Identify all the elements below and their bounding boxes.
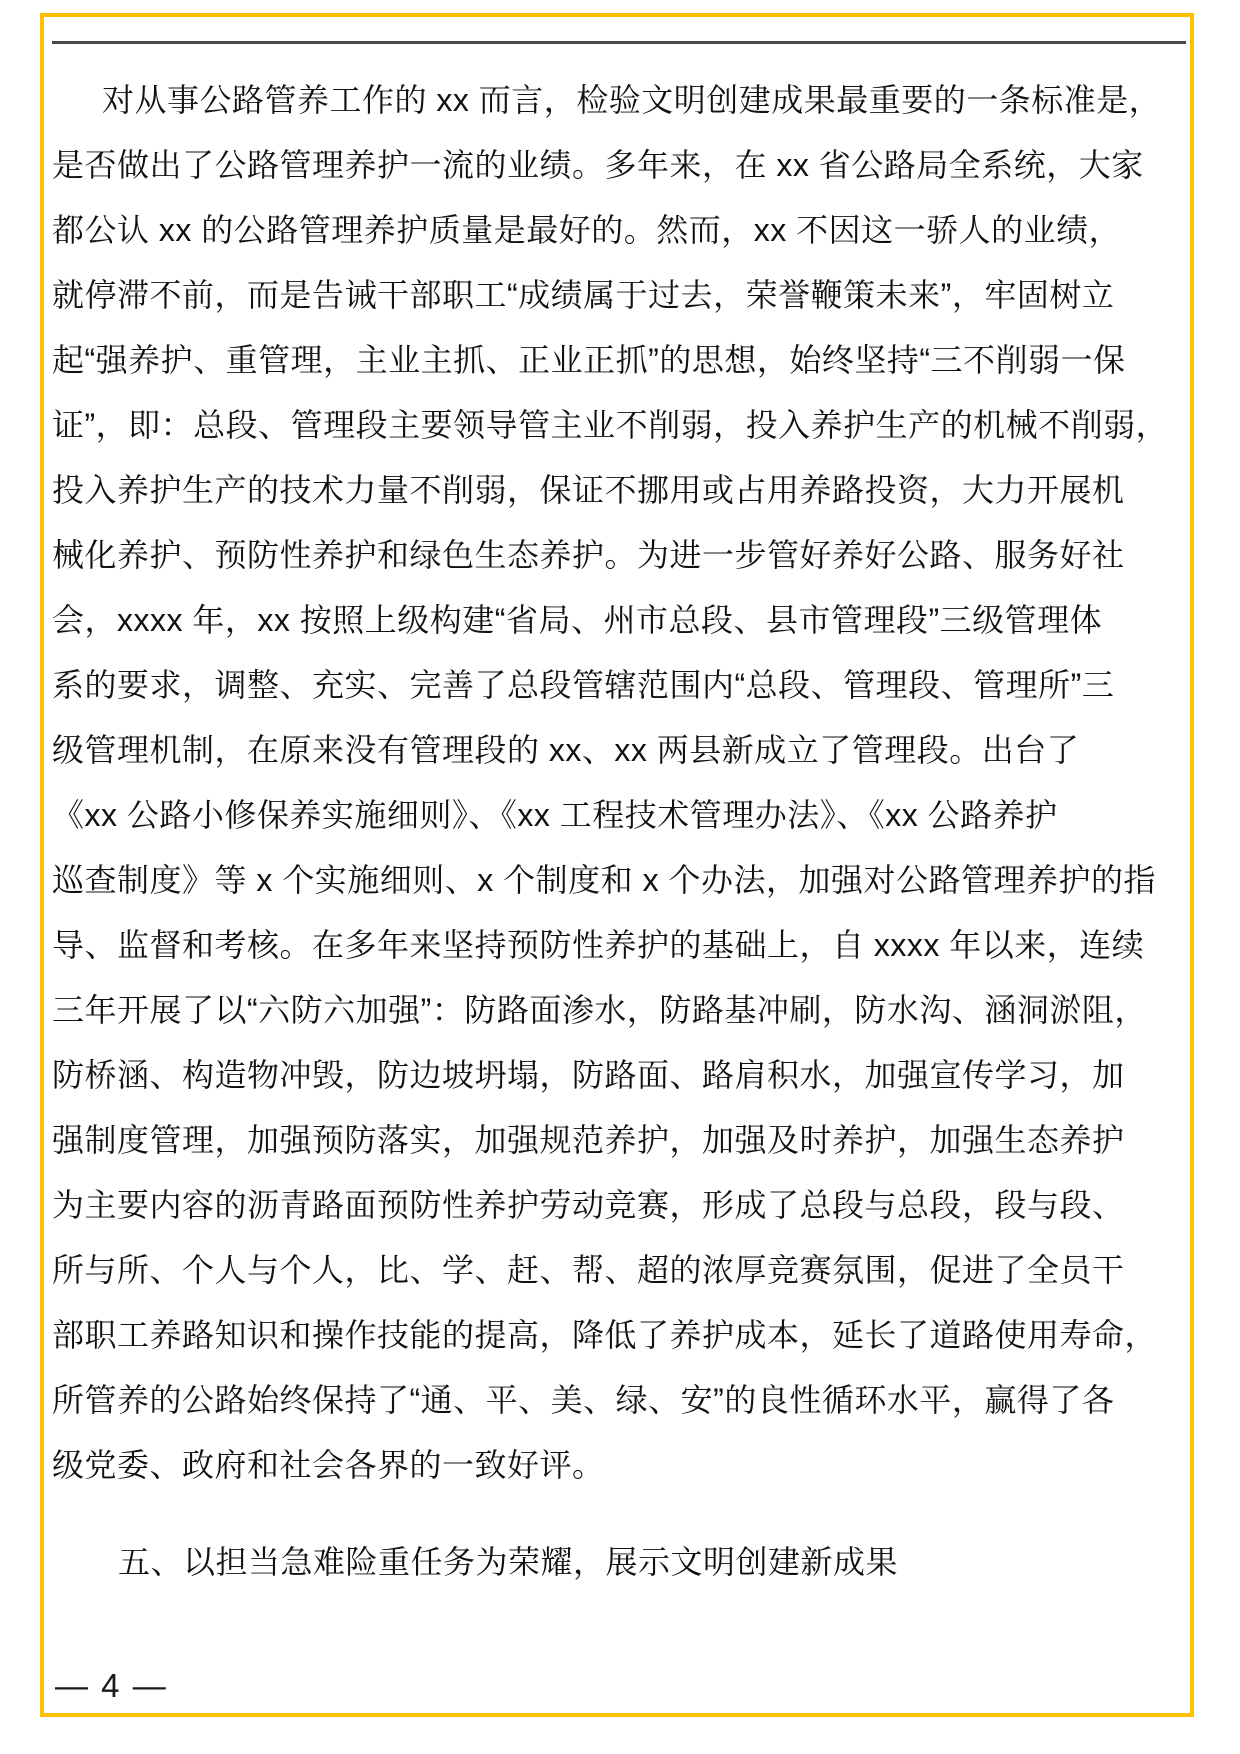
text-line: 级党委、政府和社会各界的一致好评。 bbox=[52, 1447, 605, 1483]
text-line: 级管理机制，在原来没有管理段的 xx、xx 两县新成立了管理段。出台了 bbox=[52, 732, 1080, 768]
text-line: 三年开展了以“六防六加强”：防路面渗水，防路基冲刷，防水沟、涵洞淤阻， bbox=[52, 992, 1147, 1028]
text-line: 强制度管理，加强预防落实，加强规范养护，加强及时养护，加强生态养护 bbox=[52, 1122, 1125, 1158]
text-line: 《xx 公路小修保养实施细则》、《xx 工程技术管理办法》、《xx 公路养护 bbox=[52, 797, 1058, 833]
page-number: — 4 — bbox=[55, 1667, 168, 1704]
text-line: 就停滞不前，而是告诫干部职工“成绩属于过去，荣誉鞭策未来”，牢固树立 bbox=[52, 277, 1115, 313]
text-line: 是否做出了公路管理养护一流的业绩。多年来，在 xx 省公路局全系统，大家 bbox=[52, 147, 1144, 183]
text-line: 为主要内容的沥青路面预防性养护劳动竞赛，形成了总段与总段，段与段、 bbox=[52, 1187, 1125, 1223]
text-line: 部职工养路知识和操作技能的提高，降低了养护成本，延长了道路使用寿命， bbox=[52, 1317, 1158, 1353]
text-line: 导、监督和考核。在多年来坚持预防性养护的基础上，自 xxxx 年以来，连续 bbox=[52, 927, 1145, 963]
header-rule bbox=[52, 41, 1186, 44]
text-line: 巡查制度》等 x 个实施细则、x 个制度和 x 个办法，加强对公路管理养护的指 bbox=[52, 862, 1156, 898]
section-heading: 五、以担当急难险重任务为荣耀，展示文明创建新成果 bbox=[118, 1544, 899, 1580]
text-line: 会，xxxx 年，xx 按照上级构建“省局、州市总段、县市管理段”三级管理体 bbox=[52, 602, 1103, 638]
text-line: 所管养的公路始终保持了“通、平、美、绿、安”的良性循环水平，赢得了各 bbox=[52, 1382, 1115, 1418]
text-line: 都公认 xx 的公路管理养护质量是最好的。然而，xx 不因这一骄人的业绩， bbox=[52, 212, 1122, 248]
text-line: 系的要求，调整、充实、完善了总段管辖范围内“总段、管理段、管理所”三 bbox=[52, 667, 1115, 703]
text-line: 投入养护生产的技术力量不削弱，保证不挪用或占用养路投资，大力开展机 bbox=[52, 472, 1125, 508]
text-line: 证”，即：总段、管理段主要领导管主业不削弱，投入养护生产的机械不削弱， bbox=[52, 407, 1169, 443]
text-line: 所与所、个人与个人，比、学、赶、帮、超的浓厚竞赛氛围，促进了全员干 bbox=[52, 1252, 1125, 1288]
text-line: 对从事公路管养工作的 xx 而言，检验文明创建成果最重要的一条标准是， bbox=[102, 82, 1162, 118]
text-line: 防桥涵、构造物冲毁，防边坡坍塌，防路面、路肩积水，加强宣传学习，加 bbox=[52, 1057, 1125, 1093]
text-line: 械化养护、预防性养护和绿色生态养护。为进一步管好养好公路、服务好社 bbox=[52, 537, 1125, 573]
document-body bbox=[52, 68, 1192, 1595]
text-line: 起“强养护、重管理，主业主抓、正业正抓”的思想，始终坚持“三不削弱一保 bbox=[52, 342, 1126, 378]
paragraph bbox=[52, 68, 1192, 1498]
